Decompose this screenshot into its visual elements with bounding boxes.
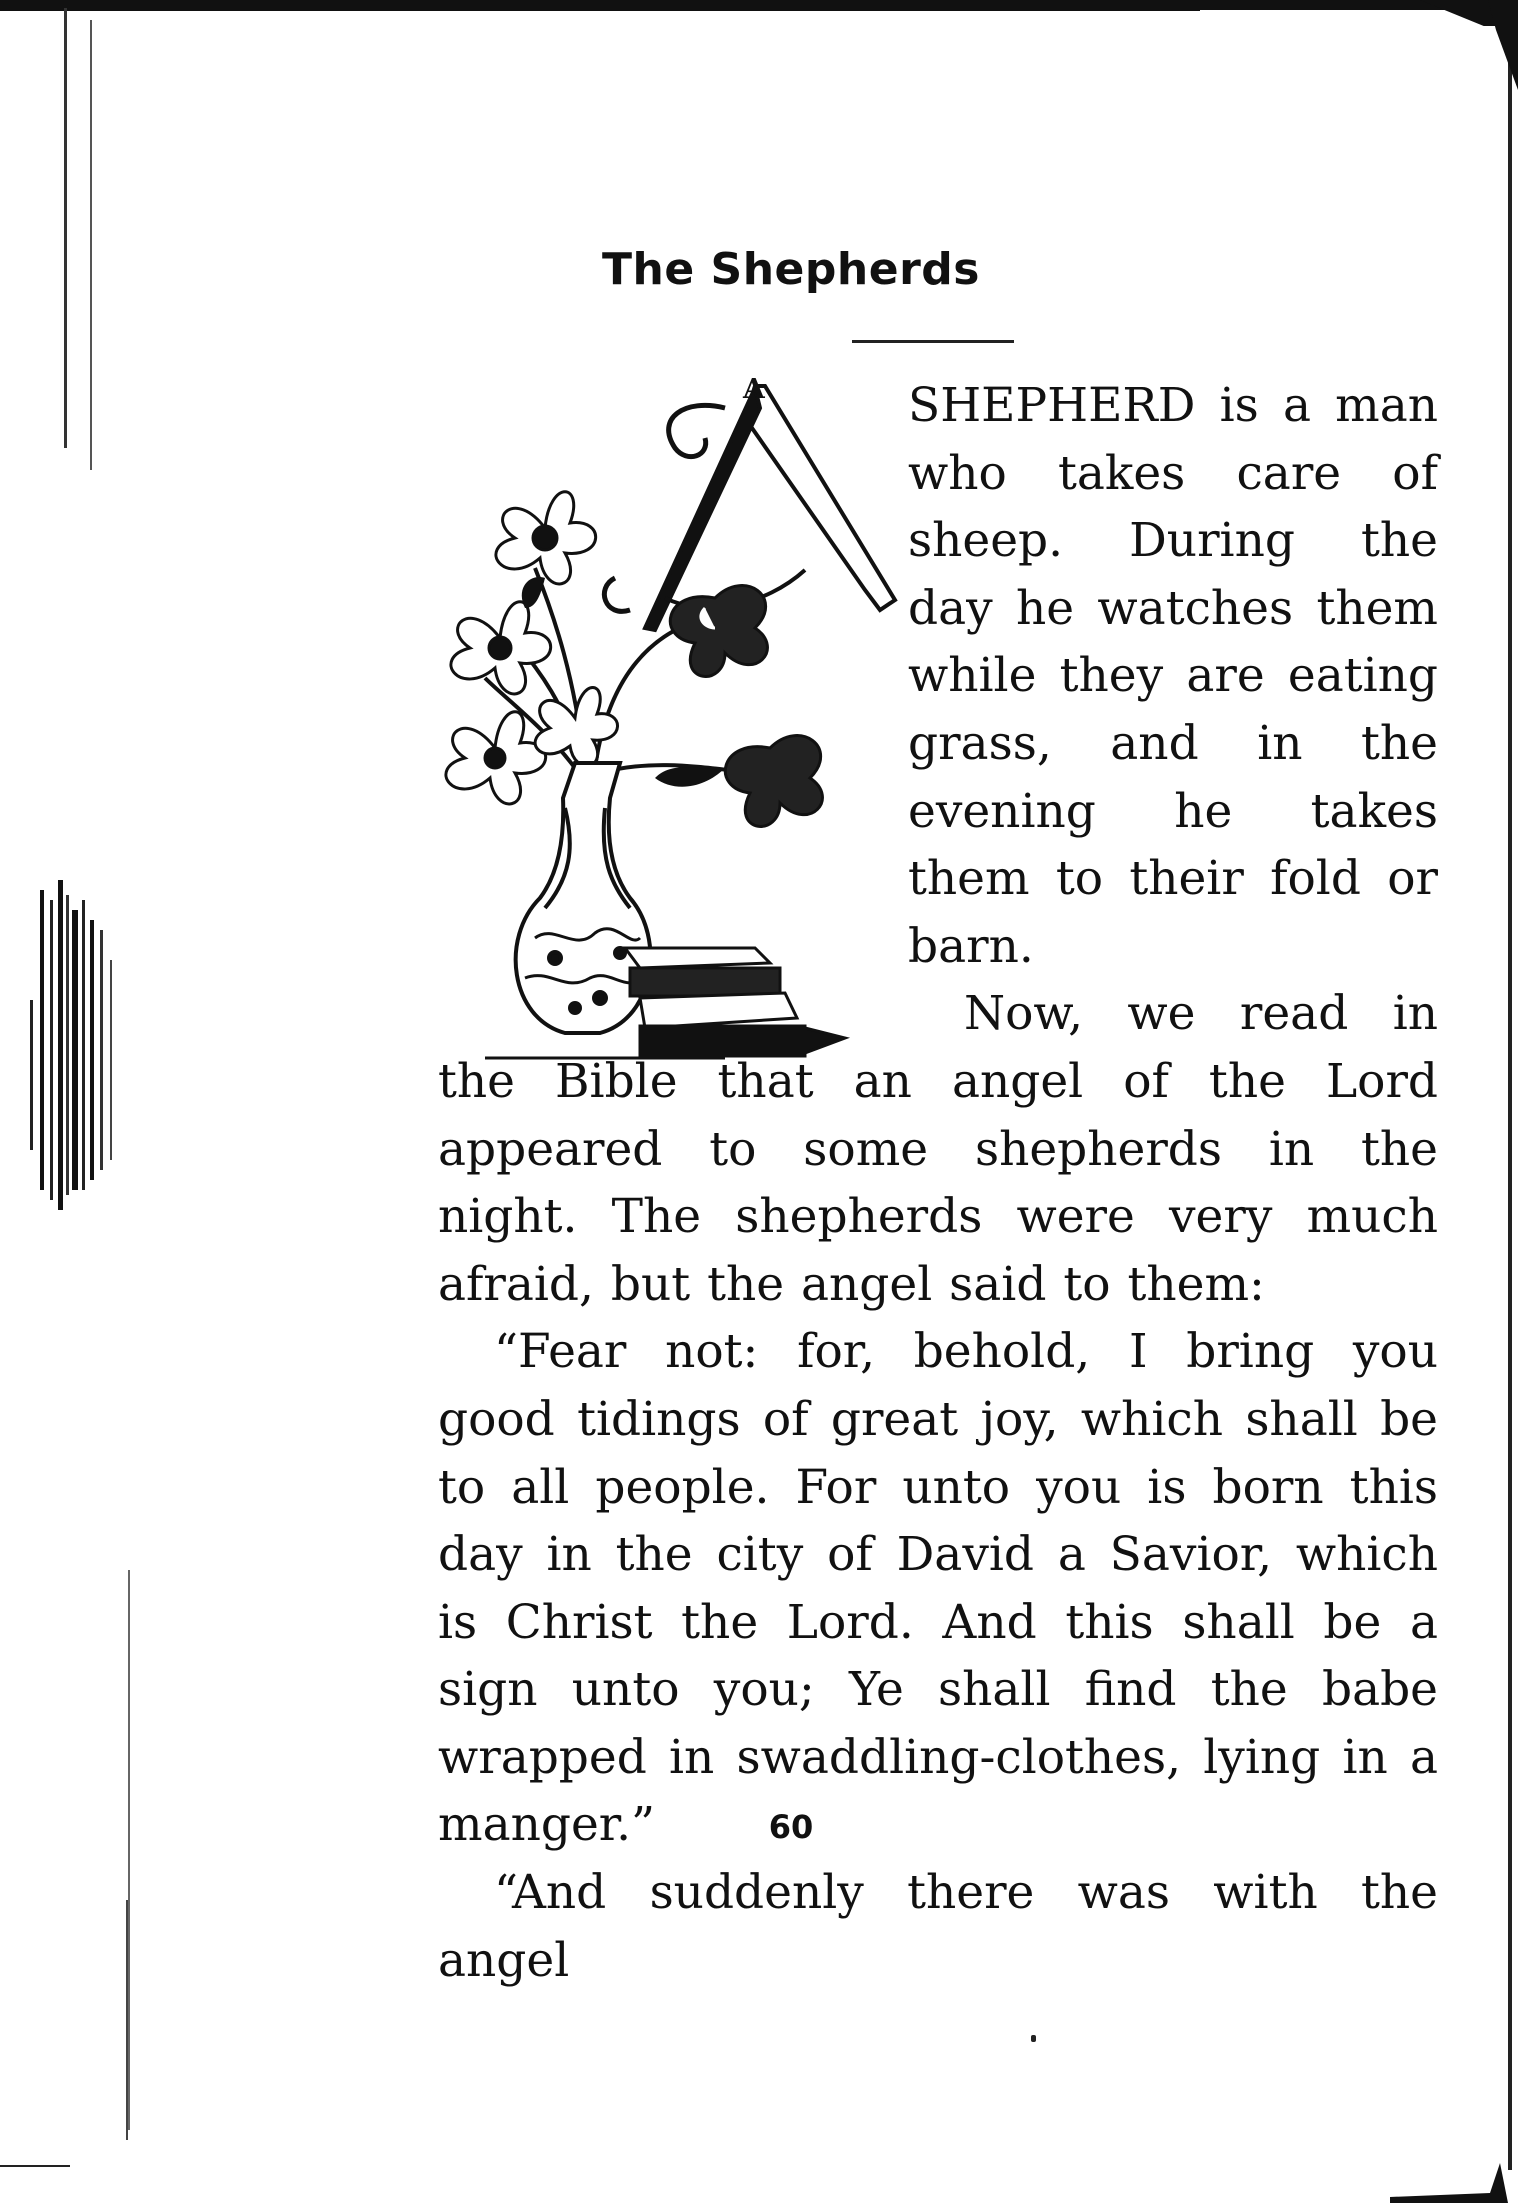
page-title: The Shepherds xyxy=(602,244,980,295)
paragraph: SHEPHERD is a man who takes care of sheep. During the day he watches them while they are eating grass, and in the evening he takes them to their fold or barn. xyxy=(908,378,1438,974)
drop-cap-letter: A xyxy=(743,378,765,405)
paragraph: “And suddenly there was with the angel xyxy=(438,1865,1438,1988)
page-number: 60 xyxy=(768,1808,814,1846)
paragraph: Now, we read in the Bible that an angel of the Lord appeared to some shepherds in the night. The shepherds were very much afraid, but the angel said to them: xyxy=(438,986,1438,1312)
scan-edge-top xyxy=(0,0,1518,26)
scan-edge-left xyxy=(0,0,160,2203)
title-rule xyxy=(852,340,1014,343)
paragraph: “Fear not: for, behold, I bring you good tidings of great joy, which shall be to all people. For unto you is born this day in the city of David a Savior, which is Christ the Lord. And this shall be a sign unto you; Ye shall find the babe wrapped in swaddling-clothes, lying in a manger.” xyxy=(438,1324,1438,1853)
ornament-space xyxy=(438,372,908,1032)
scan-edge-bottom xyxy=(0,2163,1518,2203)
body-text xyxy=(438,372,1438,1994)
scan-edge-right xyxy=(1488,0,1518,2203)
scan-speck xyxy=(1031,2035,1036,2042)
